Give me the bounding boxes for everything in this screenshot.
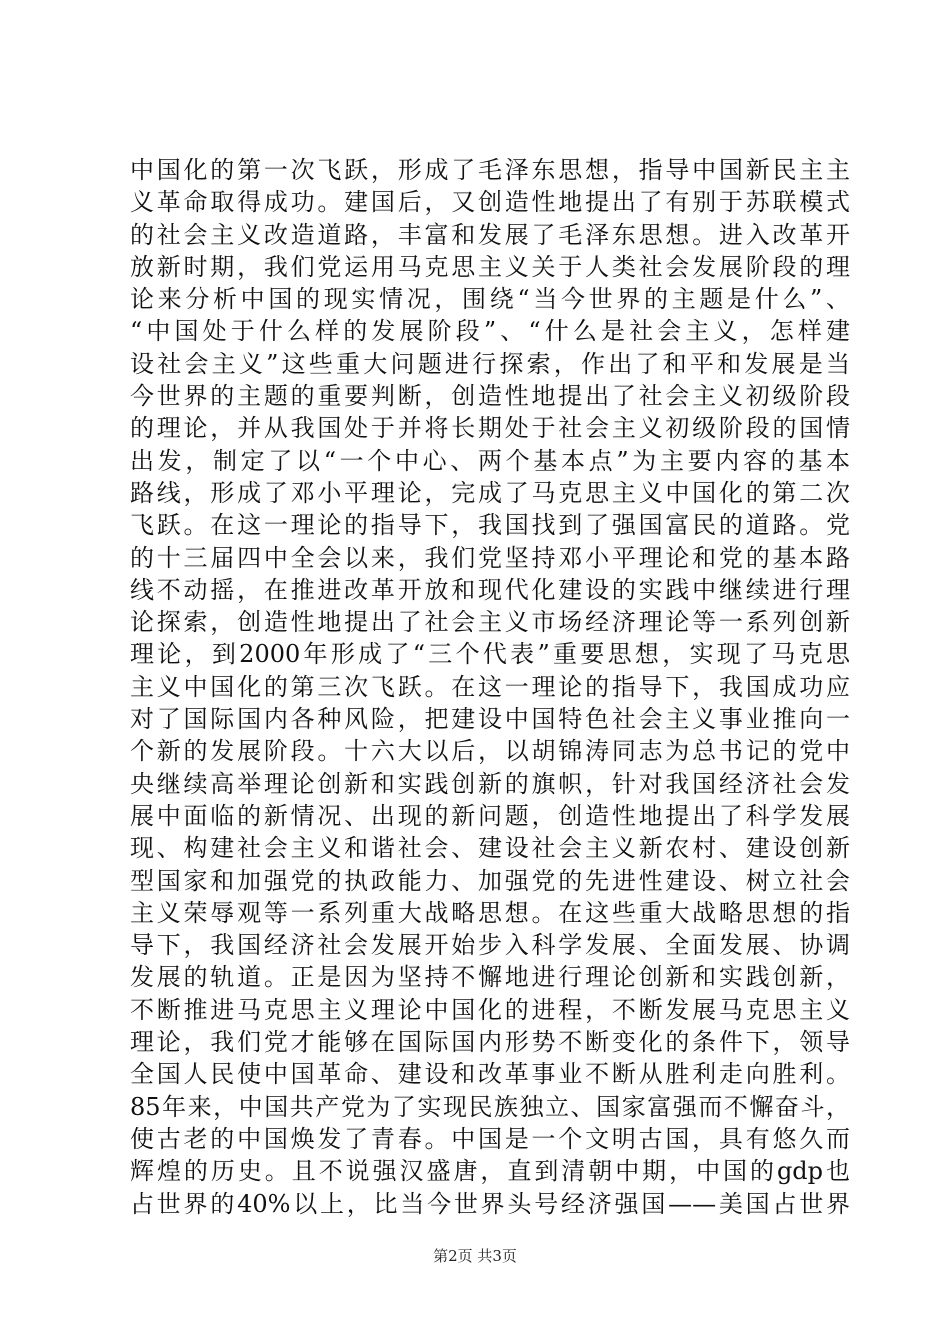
text-line: 今世界的主题的重要判断，创造性地提出了社会主义初级阶段 xyxy=(130,382,850,411)
text-line: 对了国际国内各种风险，把建设中国特色社会主义事业推向一 xyxy=(130,705,850,734)
text-line: 全国人民使中国革命、建设和改革事业不断从胜利走向胜利。 xyxy=(130,1060,850,1089)
text-line: 发展的轨道。正是因为坚持不懈地进行理论创新和实践创新， xyxy=(130,963,850,992)
text-line: 的社会主义改造道路，丰富和发展了毛泽东思想。进入改革开 xyxy=(130,220,850,249)
text-line: 放新时期，我们党运用马克思主义关于人类社会发展阶段的理 xyxy=(130,252,850,281)
text-line: 型国家和加强党的执政能力、加强党的先进性建设、树立社会 xyxy=(130,866,850,895)
text-line: 中国化的第一次飞跃，形成了毛泽东思想，指导中国新民主主 xyxy=(130,156,850,184)
page-footer: 第2页 共3页 xyxy=(433,1247,517,1265)
text-line: 论来分析中国的现实情况，围绕“当今世界的主题是什么”、 xyxy=(130,285,850,314)
text-line: 飞跃。在这一理论的指导下，我国找到了强国富民的道路。党 xyxy=(130,511,850,540)
text-line: 占世界的40%以上，比当今世界头号经济强国——美国占世界 xyxy=(130,1189,850,1218)
text-line: 线不动摇，在推进改革开放和现代化建设的实践中继续进行理 xyxy=(130,575,850,604)
text-line: 辉煌的历史。且不说强汉盛唐，直到清朝中期，中国的gdp也 xyxy=(130,1157,850,1186)
text-line: 85年来，中国共产党为了实现民族独立、国家富强而不懈奋斗， xyxy=(130,1092,850,1121)
text-line: 的理论，并从我国处于并将长期处于社会主义初级阶段的国情 xyxy=(130,414,850,443)
text-line: 理论，到2000年形成了“三个代表”重要思想，实现了马克思 xyxy=(130,640,850,669)
text-line: 设社会主义”这些重大问题进行探索，作出了和平和发展是当 xyxy=(130,349,850,378)
text-line: 主义荣辱观等一系列重大战略思想。在这些重大战略思想的指 xyxy=(130,898,850,927)
text-line: 主义中国化的第三次飞跃。在这一理论的指导下，我国成功应 xyxy=(130,672,850,701)
text-line: 的十三届四中全会以来，我们党坚持邓小平理论和党的基本路 xyxy=(130,543,850,572)
text-line: 路线，形成了邓小平理论，完成了马克思主义中国化的第二次 xyxy=(130,478,850,507)
text-line: 论探索，创造性地提出了社会主义市场经济理论等一系列创新 xyxy=(130,608,850,637)
text-line: 出发，制定了以“一个中心、两个基本点”为主要内容的基本 xyxy=(130,446,850,475)
text-line: 展中面临的新情况、出现的新问题，创造性地提出了科学发展 xyxy=(130,801,850,830)
text-line: 使古老的中国焕发了青春。中国是一个文明古国，具有悠久而 xyxy=(130,1124,850,1153)
text-line: 导下，我国经济社会发展开始步入科学发展、全面发展、协调 xyxy=(130,931,850,960)
text-line: 央继续高举理论创新和实践创新的旗帜，针对我国经济社会发 xyxy=(130,769,850,798)
text-line: 义革命取得成功。建国后，又创造性地提出了有别于苏联模式 xyxy=(130,188,850,217)
text-line: 现、构建社会主义和谐社会、建设社会主义新农村、建设创新 xyxy=(130,834,850,863)
text-line: 个新的发展阶段。十六大以后，以胡锦涛同志为总书记的党中 xyxy=(130,737,850,766)
body-text xyxy=(130,154,850,1220)
text-line: “中国处于什么样的发展阶段”、“什么是社会主义，怎样建 xyxy=(130,317,850,346)
text-line: 理论，我们党才能够在国际国内形势不断变化的条件下，领导 xyxy=(130,1028,850,1057)
text-line: 不断推进马克思主义理论中国化的进程，不断发展马克思主义 xyxy=(130,995,850,1024)
